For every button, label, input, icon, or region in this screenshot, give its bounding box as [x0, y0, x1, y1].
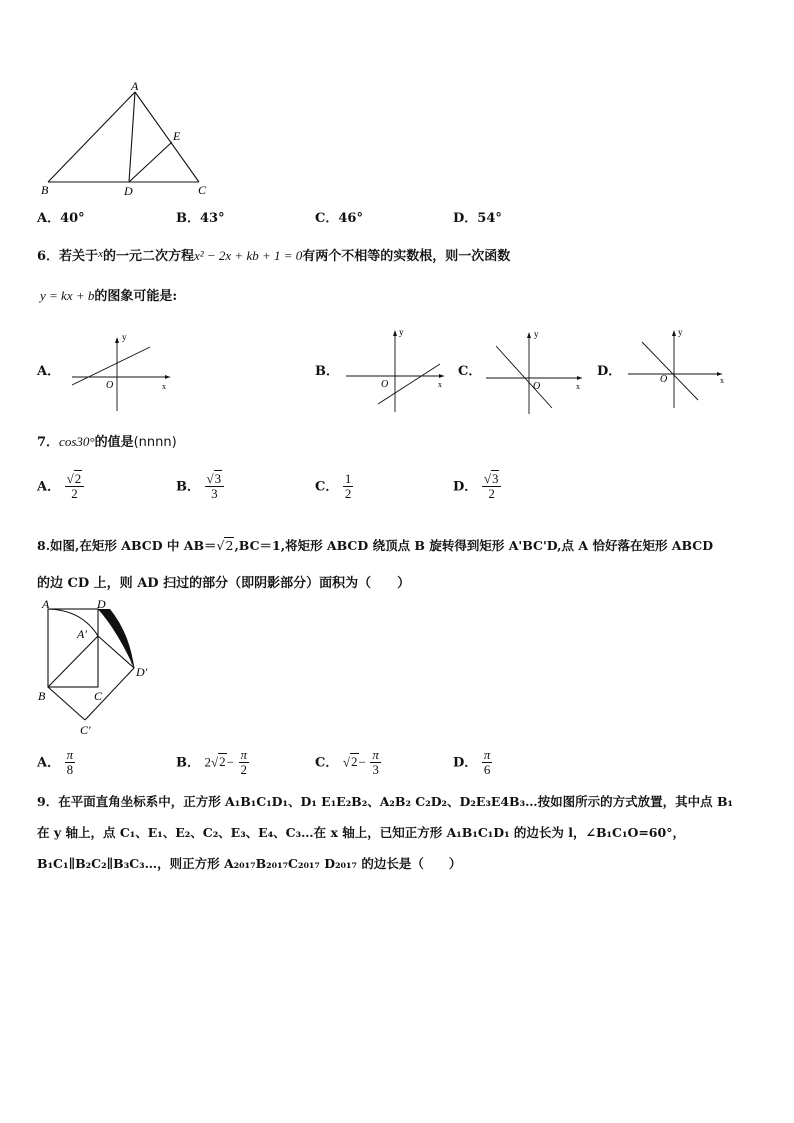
- q9-stem-line1: [37, 792, 733, 810]
- q5-option-d[interactable]: [453, 207, 502, 226]
- q6-option-a[interactable]: [37, 360, 60, 379]
- q6-graph-a[interactable]: [62, 325, 182, 415]
- q7-option-b-letter: B．: [176, 479, 200, 495]
- q5-option-c-letter: C．: [315, 211, 339, 226]
- q6-function: y = kx + b: [40, 288, 95, 303]
- q5-label-A: A: [131, 79, 139, 93]
- q6-text-a: 若关于: [59, 249, 99, 264]
- q6-graph-d-x-label: x: [720, 376, 724, 385]
- q6-graph-b-x-label: x: [438, 380, 442, 389]
- q8-option-c-letter: C．: [315, 755, 339, 771]
- q6-graph-c-y-label: y: [534, 329, 539, 339]
- q8-option-b-fraction: $\frac{\pi}{2}$: [240, 747, 248, 778]
- q8-option-d-fraction: $\frac{\pi}{6}$: [483, 747, 491, 778]
- q6-stem-line1: [37, 245, 510, 264]
- q8-option-b-expr: 2√2−: [204, 754, 235, 770]
- q6-option-b-letter: B．: [315, 364, 339, 379]
- q7-paren: (nnnn): [133, 435, 177, 450]
- q6-text-b: 的一元二次方程: [102, 249, 194, 264]
- q8-radicand: 2: [225, 538, 234, 553]
- q7-option-a-letter: A．: [37, 479, 61, 495]
- q6-option-d[interactable]: [597, 360, 621, 379]
- q6-number: 6．: [37, 249, 60, 264]
- q7-option-c[interactable]: [315, 472, 353, 502]
- q8-option-b-letter: B．: [176, 755, 200, 771]
- q8-option-c[interactable]: [315, 748, 381, 778]
- q6-text-c: 有两个不相等的实数根，则一次函数: [302, 249, 511, 264]
- q7-option-b[interactable]: [176, 472, 224, 502]
- q6-option-a-letter: A．: [37, 364, 61, 379]
- q5-option-d-text: 54°: [477, 211, 502, 226]
- q8-label-C-prime: C′: [80, 723, 91, 737]
- q5-label-C: C: [198, 183, 207, 197]
- q5-option-c-text: 46°: [338, 211, 363, 226]
- q5-label-B: B: [41, 183, 49, 197]
- q6-graph-d-y-label: y: [678, 327, 683, 337]
- q8-label-D-prime: D′: [136, 665, 148, 679]
- q8-label-C: C: [94, 689, 103, 703]
- q6-graph-b-origin: O: [381, 379, 389, 390]
- q5-option-d-letter: D．: [453, 211, 478, 226]
- q8-label-B: B: [38, 689, 46, 703]
- q7-text: 的值是: [94, 435, 134, 450]
- q7-option-a[interactable]: [37, 472, 84, 502]
- q9-text-line3: B₁C₁∥B₂C₂∥B₃C₃…，则正方形 A₂₀₁₇B₂₀₁₇C₂₀₁₇ D₂₀₁₇ 的边长是（ ）: [37, 856, 462, 871]
- q7-option-c-letter: C．: [315, 479, 339, 495]
- q6-option-c[interactable]: [458, 360, 481, 379]
- q7-option-d-fraction: $\frac{√3}{2}$: [482, 472, 502, 502]
- q8-stem-line2: [37, 572, 410, 591]
- q5-option-b-text: 43°: [200, 211, 225, 226]
- q8-option-a-letter: A．: [37, 755, 61, 771]
- q6-var-x: x: [98, 248, 103, 260]
- q5-label-E: E: [173, 129, 181, 143]
- q6-graph-a-y-label: y: [122, 332, 127, 342]
- q8-stem-line1: 8.如图,在矩形 ABCD 中 AB＝√2,BC＝1,将矩形 ABCD 绕顶点 B 旋转得到矩形 A'BC'D,点 A 恰好落在矩形 ABCD: [37, 538, 714, 553]
- q9-stem-line2: [37, 823, 685, 841]
- q8-rectangle-figure: [30, 596, 170, 742]
- q6-stem-line2: [40, 285, 177, 304]
- q7-number: 7．: [37, 435, 60, 450]
- q7-option-a-fraction: $\frac{√2}{2}$: [65, 472, 85, 502]
- q8-text-b: ,BC＝1,将矩形 ABCD 绕顶点 B 旋转得到矩形 A'BC'D,点 A 恰好落在矩形 ABCD: [234, 538, 714, 553]
- q6-graph-a-x-label: x: [162, 382, 166, 391]
- q8-option-c-fraction: $\frac{\pi}{3}$: [372, 747, 379, 778]
- q7-option-c-fraction: $\frac{1}{2}$: [344, 471, 352, 502]
- q6-graph-b-y-label: y: [399, 327, 404, 337]
- q8-text-line2: 的边 CD 上，则 AD 扫过的部分（即阴影部分）面积为（ ）: [37, 576, 411, 591]
- q8-label-A: A: [42, 597, 50, 611]
- q6-graph-d-origin: O: [660, 374, 668, 385]
- q5-option-b-letter: B．: [176, 211, 200, 226]
- q6-equation: x² − 2x + kb + 1 = 0: [193, 248, 303, 263]
- q8-option-d[interactable]: [453, 748, 492, 778]
- q6-text-d: 的图象可能是:: [94, 289, 178, 304]
- q5-option-c[interactable]: [315, 207, 363, 226]
- q6-graph-c-origin: O: [533, 381, 541, 392]
- q7-option-b-fraction: $\frac{√3}{3}$: [205, 472, 225, 502]
- q6-option-b[interactable]: [315, 360, 339, 379]
- q8-option-b[interactable]: [176, 748, 249, 778]
- q8-label-D: D: [97, 597, 106, 611]
- q6-graph-d[interactable]: [622, 322, 734, 412]
- q5-label-D: D: [124, 184, 133, 198]
- q5-triangle-figure: [30, 78, 220, 200]
- q6-graph-c[interactable]: [482, 322, 594, 420]
- q7-stem: [37, 431, 177, 450]
- q6-graph-b[interactable]: [338, 320, 458, 415]
- q6-option-c-letter: C．: [458, 364, 482, 379]
- q6-option-d-letter: D．: [597, 364, 622, 379]
- q7-expression: cos30°: [59, 434, 95, 449]
- q6-graph-c-x-label: x: [576, 382, 580, 391]
- q5-option-a-text: 40°: [60, 211, 85, 226]
- q5-option-a[interactable]: [37, 207, 85, 226]
- q8-option-a-fraction: $\frac{\pi}{8}$: [66, 747, 74, 778]
- q5-option-a-letter: A．: [37, 211, 61, 226]
- q6-graph-a-origin: O: [106, 380, 114, 391]
- q8-option-c-expr: √2−: [342, 754, 366, 770]
- q7-option-d[interactable]: [453, 472, 501, 502]
- q8-label-A-prime: A′: [77, 627, 87, 641]
- q5-option-b[interactable]: [176, 207, 225, 226]
- q7-option-d-letter: D．: [453, 479, 478, 495]
- q9-text-line1: 9．在平面直角坐标系中，正方形 A₁B₁C₁D₁、D₁ E₁E₂B₂、A₂B₂ C₂D₂、D₂E₃E4B₃…按如图所示的方式放置，其中点 B₁: [37, 794, 733, 809]
- q9-stem-line3: [37, 854, 461, 872]
- q9-text-line2: 在 y 轴上，点 C₁、E₁、E₂、C₂、E₃、E₄、C₃…在 x 轴上，已知正方形 A₁B₁C₁D₁ 的边长为 l，∠B₁C₁O=60°，: [37, 825, 685, 840]
- q8-option-a[interactable]: [37, 748, 75, 778]
- q8-option-d-letter: D．: [453, 755, 478, 771]
- q8-text-a: 8.如图,在矩形 ABCD 中 AB＝: [37, 538, 217, 553]
